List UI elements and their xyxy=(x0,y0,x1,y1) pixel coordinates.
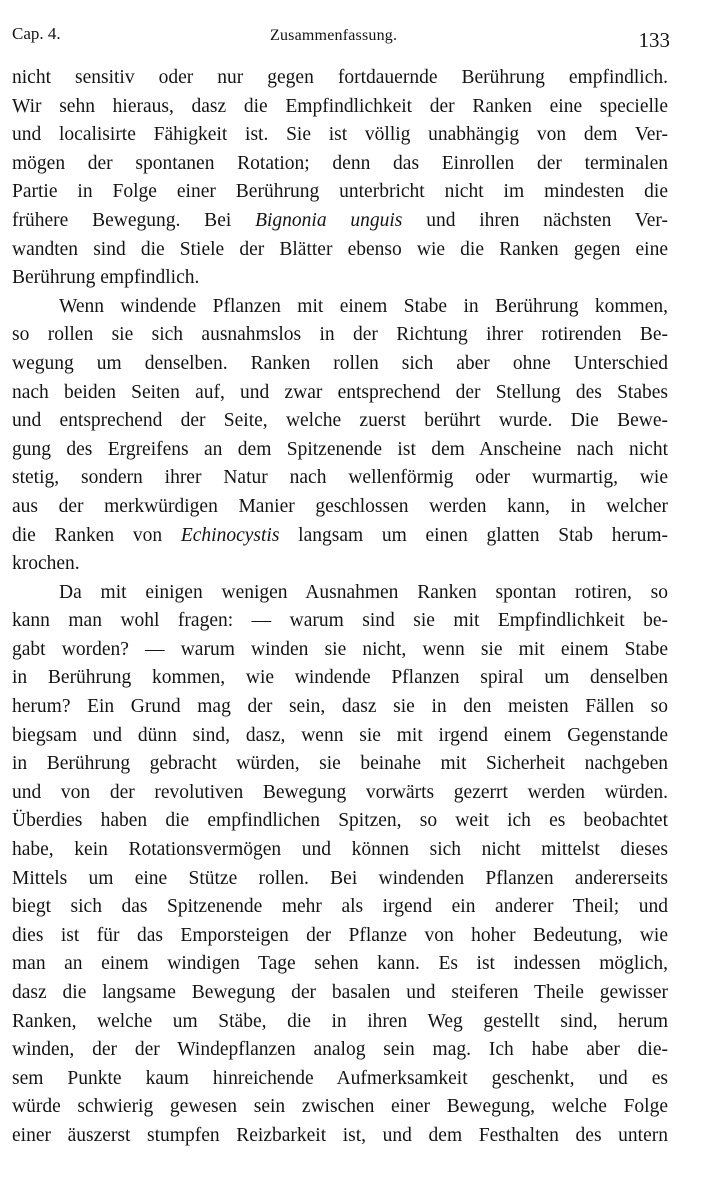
text-line: mögen der spontanen Rotation; denn das Einrollen der terminalen xyxy=(12,152,668,174)
page-number: 133 xyxy=(638,28,670,52)
text-line: und von der revolutiven Bewegung vorwärts gezerrt werden würden. xyxy=(12,781,668,803)
text-line: wandten sind die Stiele der Blätter ebenso wie die Ranken gegen eine xyxy=(12,238,668,260)
text-line: nicht sensitiv oder nur gegen fortdauernde Berührung empfindlich. xyxy=(12,67,668,88)
text-line xyxy=(12,207,668,236)
text-line: sem Punkte kaum hinreichende Aufmerksamkeit geschenkt, und es xyxy=(12,1067,668,1089)
text-line: Überdies haben die empfindlichen Spitzen, so weit ich es beobachtet xyxy=(12,810,668,832)
text-segment: frühere Bewegung. Bei xyxy=(12,209,256,231)
text-segment: die Ranken von xyxy=(12,524,181,546)
text-line: und localisirte Fähigkeit ist. Sie ist völlig unabhängig von dem Ver- xyxy=(12,124,668,146)
text-line: Ranken, welche um Stäbe, die in ihren Weg gestellt sind, herum xyxy=(12,1010,668,1032)
text-line: herum? Ein Grund mag der sein, dasz sie in den meisten Fällen so xyxy=(12,696,668,718)
body-text xyxy=(12,64,668,1151)
text-line: und entsprechend der Seite, welche zuerst berührt wurde. Die Bewe- xyxy=(12,410,668,432)
text-line: würde schwierig gewesen sein zwischen einer Bewegung, welche Folge xyxy=(12,1096,668,1118)
text-line: dasz die langsame Bewegung der basalen und steiferen Theile gewisser xyxy=(12,982,668,1003)
text-line: einer äuszerst stumpfen Reizbarkeit ist, und dem Festhalten des untern xyxy=(12,1124,668,1146)
text-line xyxy=(12,522,668,551)
text-line: biegsam und dünn sind, dasz, wenn sie mit irgend einem Gegenstande xyxy=(12,724,668,746)
text-line: aus der merkwürdigen Manier geschlossen werden kann, in welcher xyxy=(12,495,668,517)
text-line: krochen. xyxy=(12,553,80,575)
italic-species-name: Bignonia unguis xyxy=(255,209,403,231)
text-line: biegt sich das Spitzenende mehr als irgend ein anderer Theil; und xyxy=(12,896,668,918)
text-segment: und ihren nächsten Ver- xyxy=(402,209,668,231)
text-line: Wenn windende Pflanzen mit einem Stabe in Berührung kommen, xyxy=(59,295,668,317)
text-line: so rollen sie sich ausnahmslos in der Richtung ihrer rotirenden Be- xyxy=(12,324,668,346)
section-title: Zusammenfassung. xyxy=(270,27,398,44)
text-segment: langsam um einen glatten Stab herum- xyxy=(279,524,669,546)
text-line: gabt worden? — warum winden sie nicht, wenn sie mit einem Stabe xyxy=(12,638,668,660)
text-line: gung des Ergreifens an dem Spitzenende ist dem Anscheine nach nicht xyxy=(12,438,668,460)
italic-species-name: Echinocystis xyxy=(180,524,280,546)
text-line: Mittels um eine Stütze rollen. Bei windenden Pflanzen andererseits xyxy=(12,867,668,889)
text-line: in Berührung kommen, wie windende Pflanzen spiral um denselben xyxy=(12,667,668,689)
text-line: dies ist für das Emporsteigen der Pflanze von hoher Bedeutung, wie xyxy=(12,924,668,946)
text-line: in Berührung gebracht würden, sie beinahe mit Sicherheit nachgeben xyxy=(12,753,668,775)
text-line: Da mit einigen wenigen Ausnahmen Ranken spontan rotiren, so xyxy=(59,581,668,603)
text-line: winden, der der Windepflanzen analog sein mag. Ich habe aber die- xyxy=(12,1039,668,1061)
text-line: habe, kein Rotationsvermögen und können sich nicht mittelst dieses xyxy=(12,839,668,861)
text-line: Wir sehn hieraus, dasz die Empfindlichkeit der Ranken eine specielle xyxy=(12,95,668,117)
text-line: kann man wohl fragen: — warum sind sie mit Empfindlichkeit be- xyxy=(12,610,668,632)
text-line: Berührung empfindlich. xyxy=(12,267,200,289)
text-line: stetig, sondern ihrer Natur nach wellenförmig oder wurmartig, wie xyxy=(12,467,668,489)
text-line: nach beiden Seiten auf, und zwar entsprechend der Stellung des Stabes xyxy=(12,381,668,403)
chapter-label: Cap. 4. xyxy=(12,24,61,43)
text-line: wegung um denselben. Ranken rollen sich aber ohne Unterschied xyxy=(12,352,668,374)
text-line: Partie in Folge einer Berührung unterbricht nicht im mindesten die xyxy=(12,181,668,203)
running-head xyxy=(12,22,670,50)
text-line: man an einem windigen Tage sehen kann. Es ist indessen möglich, xyxy=(12,953,668,975)
